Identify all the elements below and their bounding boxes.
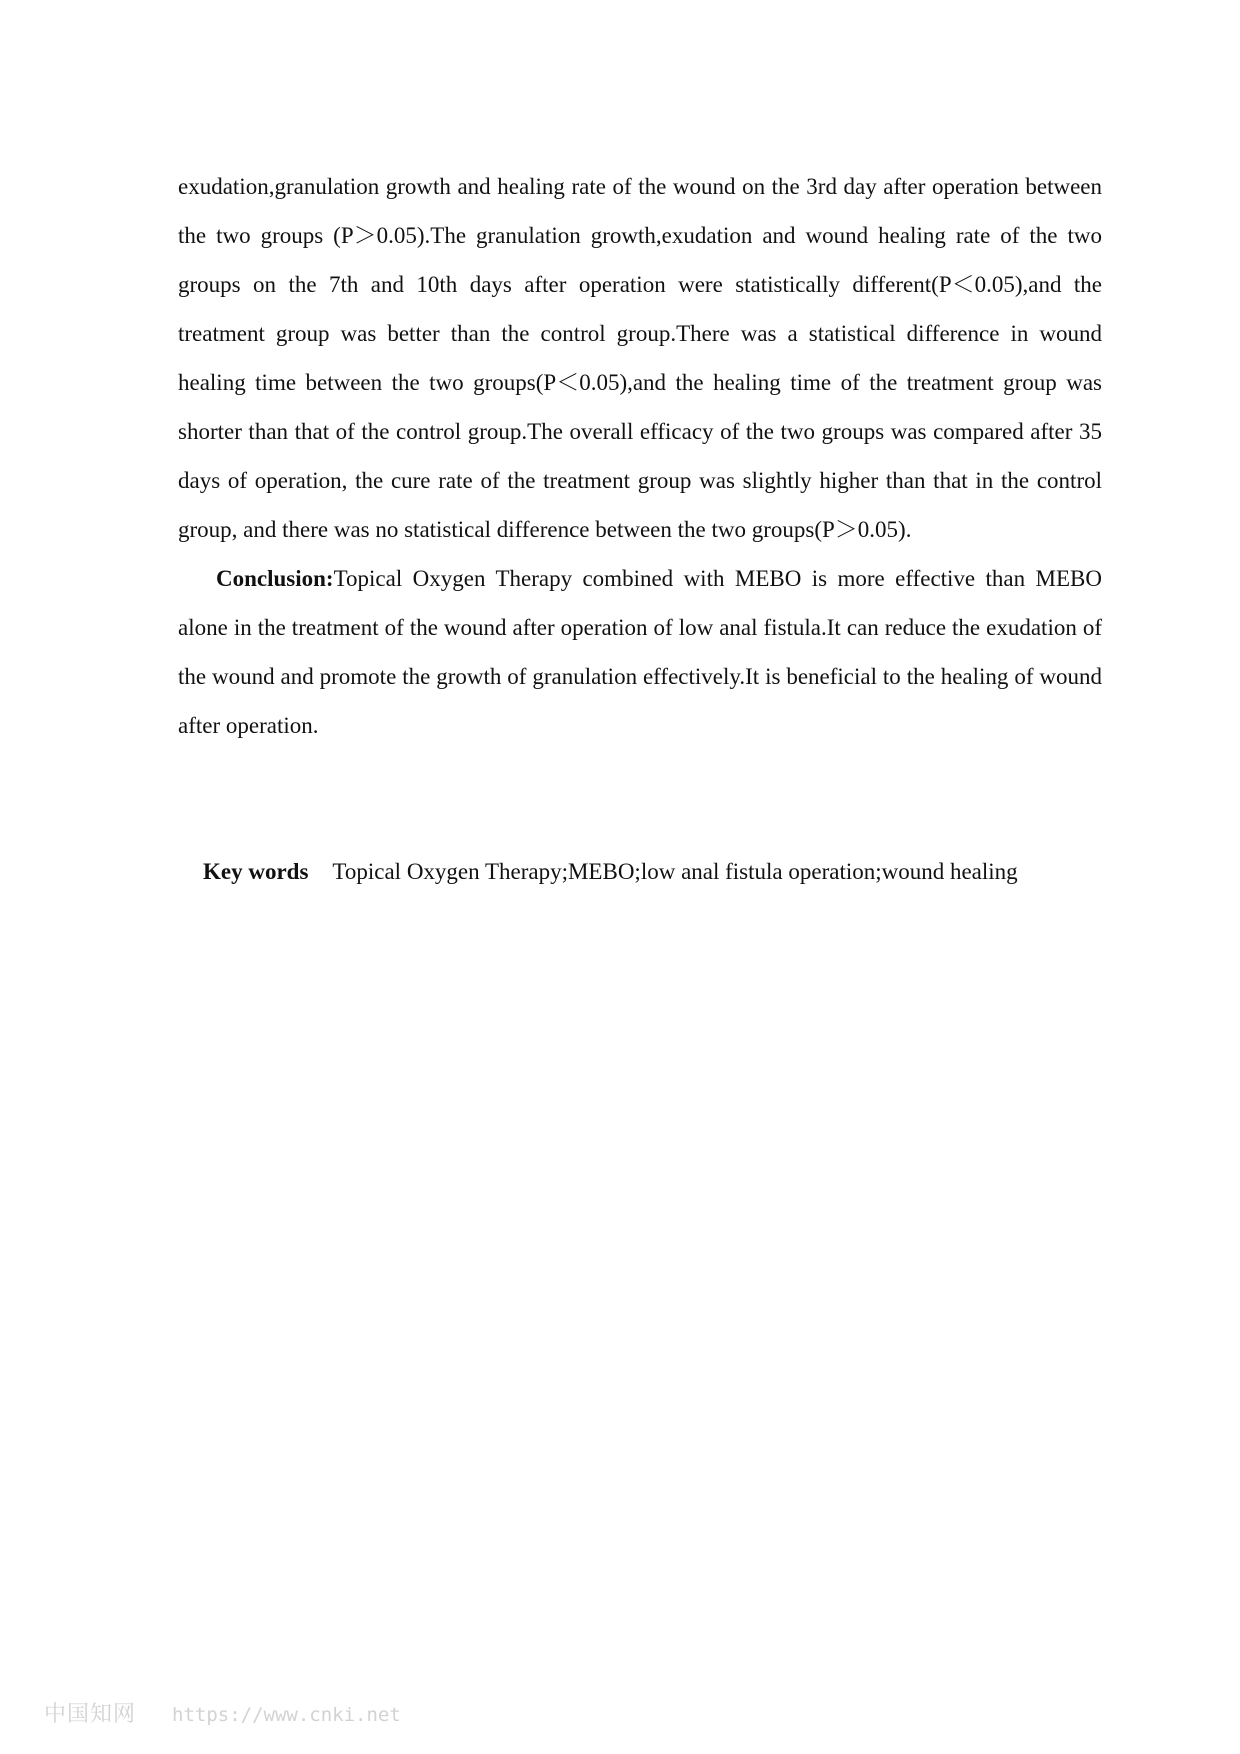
watermark-url: https://www.cnki.net [172, 1704, 401, 1726]
abstract-conclusion-paragraph [178, 554, 1102, 750]
abstract-body [178, 162, 1102, 750]
cnki-watermark [44, 1698, 401, 1730]
watermark-site-name: 中国知网 [44, 1702, 137, 1727]
conclusion-label: Conclusion: [216, 566, 334, 591]
abstract-results-paragraph: exudation,granulation growth and healing rate of the wound on the 3rd day after operation between the two groups (P＞0.05).The granulation growth,exudation and wound healing rate of the two groups on the 7th and 10th days after operation were statistically different(P＜0.05),and the treatment group was better than the control group.There was a statistical difference in wound healing time between the two groups(P＜0.05),and the healing time of the treatment group was shorter than that of the control group.The overall efficacy of the two groups was compared after 35 days of operation, the cure rate of the treatment group was slightly higher than that in the control group, and there was no statistical difference between the two groups(P＞0.05). [178, 174, 1102, 542]
keywords-text: Topical Oxygen Therapy;MEBO;low anal fistula operation;wound healing [332, 859, 1018, 884]
keywords-label: Key words [203, 859, 309, 884]
keywords-line [203, 847, 1123, 896]
conclusion-text: Topical Oxygen Therapy combined with MEBO is more effective than MEBO alone in the treatment of the wound after operation of low anal fistula.It can reduce the exudation of the wound and promote the growth of granulation effectively.It is beneficial to the healing of wound after operation. [178, 566, 1102, 738]
